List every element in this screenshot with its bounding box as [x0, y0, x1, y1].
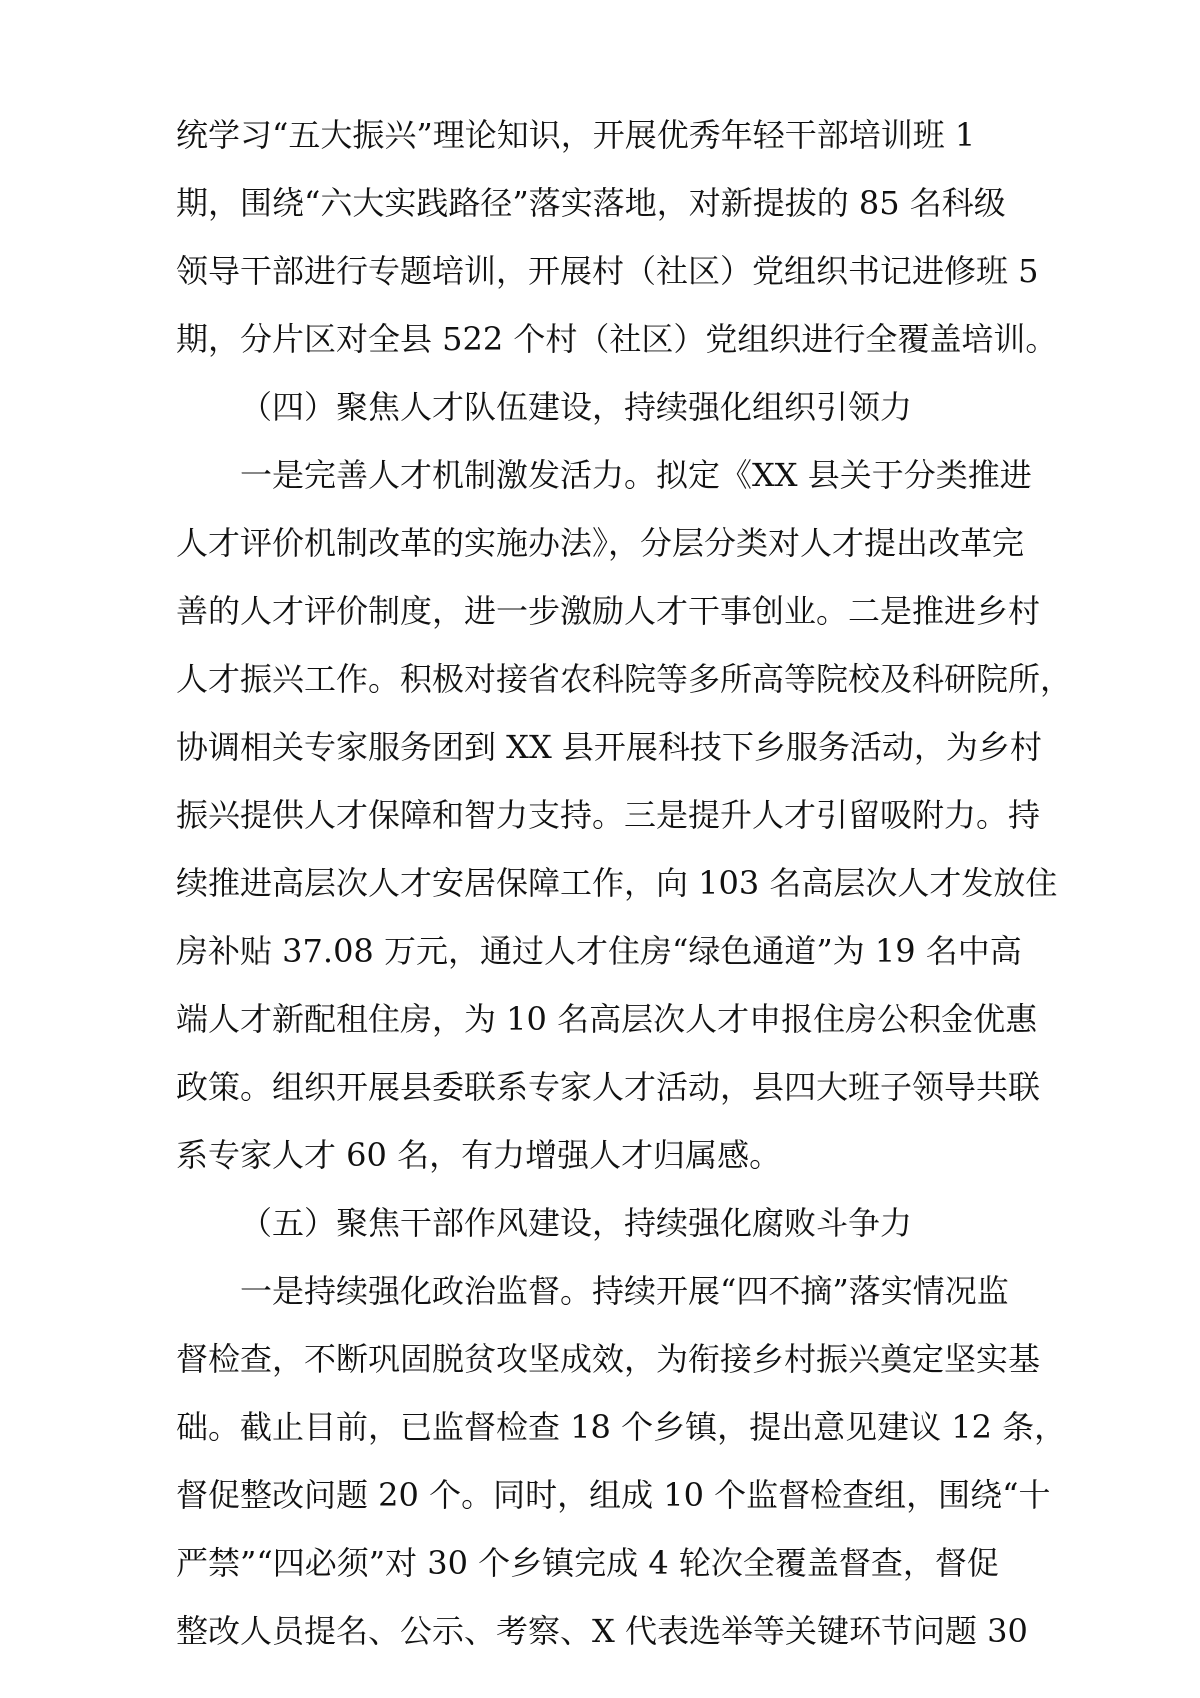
- text-line: 端人才新配租住房，为 10 名高层次人才申报住房公积金优惠: [176, 1000, 1038, 1038]
- text-line: 础。截止目前，已监督检查 18 个乡镇，提出意见建议 12 条，: [176, 1408, 1067, 1446]
- paragraph-first-line: 一是持续强化政治监督。持续开展“四不摘”落实情况监: [240, 1272, 1009, 1310]
- text-line: 房补贴 37.08 万元，通过人才住房“绿色通道”为 19 名中高: [176, 932, 1022, 970]
- paragraph-first-line: 一是完善人才机制激发活力。拟定《XX 县关于分类推进: [240, 456, 1032, 494]
- text-line: 政策。组织开展县委联系专家人才活动，县四大班子领导共联: [176, 1068, 1041, 1106]
- text-line: 善的人才评价制度，进一步激励人才干事创业。二是推进乡村: [176, 592, 1041, 630]
- text-line: 系专家人才 60 名，有力增强人才归属感。: [176, 1136, 782, 1174]
- text-line: 协调相关专家服务团到 XX 县开展科技下乡服务活动，为乡村: [176, 728, 1042, 766]
- text-line: 督促整改问题 20 个。同时，组成 10 个监督检查组，围绕“十: [176, 1476, 1051, 1514]
- text-line: 人才振兴工作。积极对接省农科院等多所高等院校及科研院所，: [176, 660, 1073, 698]
- section-heading: （四）聚焦人才队伍建设，持续强化组织引领力: [240, 388, 913, 426]
- text-line: 严禁”“四必须”对 30 个乡镇完成 4 轮次全覆盖督查，督促: [176, 1544, 999, 1582]
- text-line: 领导干部进行专题培训，开展村（社区）党组织书记进修班 5: [176, 252, 1039, 290]
- text-line: 期，围绕“六大实践路径”落实落地，对新提拔的 85 名科级: [176, 184, 1006, 222]
- text-line: 振兴提供人才保障和智力支持。三是提升人才引留吸附力。持: [176, 796, 1041, 834]
- text-line: 续推进高层次人才安居保障工作，向 103 名高层次人才发放住: [176, 864, 1058, 902]
- text-line: 人才评价机制改革的实施办法》，分层分类对人才提出改革完: [176, 524, 1025, 562]
- text-line: 整改人员提名、公示、考察、X 代表选举等关键环节问题 30: [176, 1612, 1028, 1650]
- section-heading: （五）聚焦干部作风建设，持续强化腐败斗争力: [240, 1204, 913, 1242]
- text-line: 期，分片区对全县 522 个村（社区）党组织进行全覆盖培训。: [176, 320, 1058, 358]
- text-line: 督检查，不断巩固脱贫攻坚成效，为衔接乡村振兴奠定坚实基: [176, 1340, 1041, 1378]
- text-line: 统学习“五大振兴”理论知识，开展优秀年轻干部培训班 1: [176, 116, 976, 154]
